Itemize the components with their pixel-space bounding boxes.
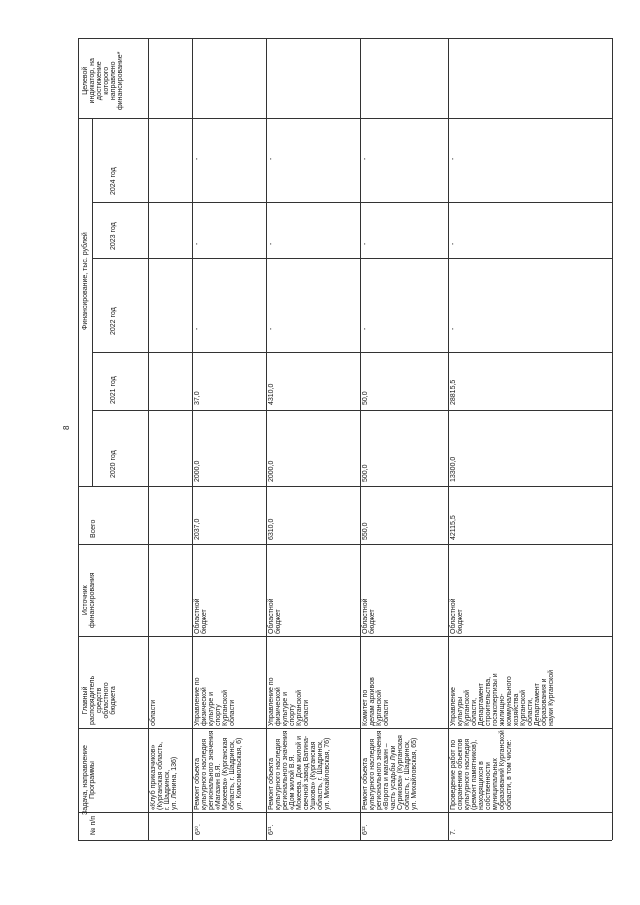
row-year-value	[268, 243, 275, 245]
column-border	[78, 486, 612, 487]
row-manager-line: Управление	[450, 687, 457, 726]
row-task-line: область, г. Шадринск,	[317, 740, 324, 810]
row-number-line: 7.	[450, 829, 457, 835]
row-year-value-line: 13300,0	[450, 456, 457, 482]
row-source-line: Областной	[362, 598, 369, 634]
row-total	[450, 515, 457, 540]
header-indicator-line: финансирование*	[117, 51, 124, 110]
row-source-line: Областной	[268, 598, 275, 634]
row-year-value-line: -	[268, 242, 275, 245]
header-year-2023 год-line: 2023 год	[110, 222, 117, 250]
header-year-2020 год-line: 2020 год	[110, 450, 117, 478]
row-source-line: Областной	[194, 598, 201, 634]
row-task-line: Мокеева. Дом жилой и	[296, 735, 303, 810]
row-total	[362, 522, 369, 540]
row-number-line: 6¹⁰.	[195, 824, 202, 835]
row-total-line: 42115,5	[450, 515, 457, 540]
row-year-value	[194, 158, 201, 160]
row-year-value	[362, 243, 369, 245]
row-year-value-line: -	[268, 327, 275, 330]
header-source-line: финансирования	[89, 572, 96, 628]
row-total-line: 550,0	[362, 522, 369, 540]
row-task-line: регионального значения	[282, 730, 289, 810]
row-task	[194, 730, 243, 810]
header-task-line: Задача, направление	[82, 745, 89, 815]
column-border	[78, 544, 612, 545]
row-manager-line: Курганской	[222, 690, 229, 726]
column-border	[78, 38, 612, 39]
column-border	[78, 728, 612, 729]
row-task-line: г. Шадринск,	[164, 769, 171, 810]
row-task	[268, 730, 331, 810]
row-year-value	[362, 158, 369, 160]
financing-header-border	[92, 118, 93, 486]
header-year-2024 год-line: 2024 год	[110, 167, 117, 195]
row-task-line: ул. Михайловская, 65)	[411, 737, 418, 810]
row-year-value	[450, 158, 457, 160]
row-year-value-line: 2000,0	[194, 460, 201, 482]
row-manager-line: Департамент	[534, 683, 541, 726]
header-year-2022 год	[110, 307, 117, 335]
row-source-line: бюджет	[369, 609, 376, 634]
column-border	[78, 636, 612, 637]
row-manager-line: строительства,	[485, 676, 492, 726]
row-year-value	[362, 328, 369, 330]
header-total	[90, 520, 97, 538]
row-manager-line: культуре и	[282, 691, 289, 726]
row-number	[194, 824, 202, 835]
column-border	[78, 118, 612, 119]
row-year-value-line: -	[362, 157, 369, 160]
row-manager-line: хозяйства	[513, 693, 520, 726]
row-year-value-line: 50,0	[362, 391, 369, 405]
row-year-value	[362, 391, 369, 405]
row-manager-line: науки Курганской	[548, 669, 555, 726]
row-manager-line: Курганской	[376, 690, 383, 726]
row-task-line: свечной завод Ватина-	[303, 735, 310, 810]
row-manager-line: Курганской	[464, 690, 471, 726]
header-year-2022 год-line: 2022 год	[110, 307, 117, 335]
row-task-line: область, г. Шадринск,	[229, 740, 236, 810]
row-task-line: ул. Комсомольская, 6)	[236, 737, 243, 810]
header-task	[82, 745, 96, 815]
row-manager	[268, 677, 310, 726]
column-border	[78, 812, 612, 813]
header-manager-line: Главный	[82, 686, 89, 715]
row-manager-line: Управление по	[194, 677, 201, 726]
row-task-line: регионального значения	[208, 730, 215, 810]
row-task-line: муниципальных	[492, 758, 499, 810]
header-year-2024 год	[110, 167, 117, 195]
row-year-value-line: -	[450, 242, 457, 245]
row-number-line: 6¹².	[362, 824, 369, 835]
row-task-line: культурного наследия	[201, 738, 208, 810]
row-year-value	[268, 384, 275, 405]
header-number	[90, 816, 97, 835]
row-manager-line: Департамент	[478, 683, 485, 726]
header-manager-line: средств	[96, 687, 103, 714]
row-manager	[150, 700, 157, 726]
header-indicator-line: направлено	[110, 61, 117, 101]
row-source-line: бюджет	[275, 609, 282, 634]
row-task-line: «Дом жилой В.Я.	[289, 754, 296, 810]
row-year-value-line: -	[268, 157, 275, 160]
header-task-line: Программы	[89, 761, 96, 799]
header-number-line: № п/п	[90, 816, 97, 835]
row-source-line: бюджет	[201, 609, 208, 634]
row-manager-line: культуры	[457, 696, 464, 726]
row-manager-line: Управление по	[268, 677, 275, 726]
header-manager-line: распорядитель	[89, 675, 96, 725]
row-year-value	[194, 391, 201, 405]
row-manager-line: области	[303, 699, 310, 726]
column-border	[78, 840, 612, 841]
row-year-value	[268, 328, 275, 330]
row-task-line: (Курганская область,	[157, 741, 164, 810]
row-border	[78, 38, 79, 840]
column-border	[92, 258, 612, 259]
row-task-line: культурного наследия	[369, 738, 376, 810]
row-task	[362, 730, 418, 810]
row-task-line: Сурикова» (Курганская	[397, 735, 404, 810]
row-border	[448, 38, 449, 840]
row-manager-line: Курганской	[296, 690, 303, 726]
row-manager-line: Курганской	[520, 690, 527, 726]
row-manager-line: коммунального	[506, 676, 513, 726]
row-year-value-line: -	[194, 157, 201, 160]
row-task-line: область, г. Шадринск,	[404, 740, 411, 810]
row-number	[268, 825, 275, 836]
header-indicator-line: которого	[103, 66, 110, 95]
header-indicator-line: достижение	[96, 61, 103, 101]
row-source	[194, 599, 208, 635]
header-source-line: Источник	[82, 585, 89, 616]
row-manager-line: образования и	[541, 678, 548, 726]
row-manager-line: физической	[201, 687, 208, 726]
header-year-2023 год	[110, 222, 117, 250]
row-task-line: образований Курганской	[499, 730, 506, 810]
row-year-value-line: 37,0	[194, 391, 201, 405]
row-task-line: Ремонт объекта	[362, 757, 369, 810]
row-task-line: Ушкова» (Курганская	[310, 741, 317, 810]
column-border	[92, 352, 612, 353]
row-task-line: (ремонт памятников),	[471, 739, 478, 810]
row-year-value-line: -	[450, 157, 457, 160]
row-task-line: «Ворота и магазин –	[383, 743, 390, 810]
row-year-value-line: 2000,0	[268, 460, 275, 482]
row-task-line: сохранению объектов	[457, 738, 464, 810]
row-task-line: Проведение работ по	[450, 739, 457, 810]
row-year-value	[450, 328, 457, 330]
row-manager-line: культуре и	[208, 691, 215, 726]
row-year-value-line: -	[450, 327, 457, 330]
row-year-value-line: -	[194, 242, 201, 245]
row-manager-line: физической	[275, 687, 282, 726]
row-task-line: собственности	[485, 762, 492, 810]
row-task-line: «Клуб приказчиков»	[150, 744, 157, 810]
header-manager-line: бюджета	[110, 686, 117, 715]
row-source-line: Областной	[450, 598, 457, 634]
row-year-value-line: -	[362, 327, 369, 330]
row-number	[362, 825, 369, 836]
row-source	[268, 599, 282, 635]
row-task-line: ул. Ленина, 136)	[171, 756, 178, 810]
header-indicator-line: индикатор, на	[89, 58, 96, 104]
page-number: 8	[62, 425, 71, 430]
row-task-line: Мокеева» (Курганская	[222, 737, 229, 810]
row-manager-line: Комитет по	[362, 689, 369, 726]
row-manager-line: области,	[471, 697, 478, 726]
row-task-line: Ремонт объекта	[194, 757, 201, 810]
row-task-line: находящихся в	[478, 761, 485, 810]
row-border	[360, 38, 361, 840]
row-task-line: Ремонт объекта	[268, 757, 275, 810]
row-year-value	[362, 464, 369, 482]
row-total	[194, 519, 201, 540]
header-year-2021 год	[110, 376, 117, 404]
row-year-value	[194, 243, 201, 245]
column-border	[92, 202, 612, 203]
row-task-line: регионального значения	[376, 730, 383, 810]
row-manager-line: области	[150, 699, 157, 726]
header-year-2021 год-line: 2021 год	[110, 376, 117, 404]
row-border	[266, 38, 267, 840]
header-financing-line: Финансирование, тыс. рублей	[82, 232, 89, 330]
row-manager-line: области	[383, 699, 390, 726]
row-source	[450, 599, 464, 635]
row-year-value	[268, 461, 275, 482]
row-year-value-line: 4310,0	[268, 383, 275, 405]
row-manager	[362, 677, 390, 726]
header-indicator	[82, 52, 124, 110]
row-total-line: 2037,0	[194, 518, 201, 540]
row-border	[612, 38, 613, 840]
row-manager-line: госэкспертизы и	[492, 673, 499, 726]
column-border	[92, 410, 612, 411]
header-source	[82, 572, 96, 628]
header-total-line: Всего	[90, 519, 97, 538]
row-number-line: 6¹¹.	[268, 824, 275, 835]
row-task	[150, 742, 178, 810]
row-border	[192, 38, 193, 840]
row-year-value-line: 28815,5	[450, 379, 457, 405]
row-number	[450, 829, 457, 835]
row-task-line: ул. Михайловская, 76)	[324, 737, 331, 810]
row-year-value-line: -	[362, 242, 369, 245]
row-manager-line: делам архивов	[369, 677, 376, 726]
row-total-line: 6310,0	[268, 518, 275, 540]
row-year-value	[194, 328, 201, 330]
row-manager-line: области,	[527, 697, 534, 726]
row-year-value-line: -	[194, 327, 201, 330]
row-year-value	[194, 461, 201, 482]
row-manager-line: области	[229, 699, 236, 726]
row-border	[148, 38, 149, 840]
row-year-value	[450, 380, 457, 405]
row-year-value-line: 500,0	[362, 464, 369, 482]
header-indicator-line: Целевой	[82, 66, 89, 95]
row-manager-line: спорту	[215, 704, 222, 726]
row-source	[362, 599, 376, 635]
row-source-line: бюджет	[457, 609, 464, 634]
row-year-value	[450, 243, 457, 245]
row-task-line: часть усадьбы Луки	[390, 745, 397, 810]
row-task-line: «Магазин В.Я.	[215, 763, 222, 810]
row-year-value	[450, 457, 457, 482]
row-task-line: культурного наследия	[275, 738, 282, 810]
row-manager	[194, 677, 236, 726]
row-manager-line: жилищно-	[499, 693, 506, 726]
row-manager-line: спорту	[289, 704, 296, 726]
header-financing	[82, 232, 89, 330]
row-task-line: культурного наследия	[464, 738, 471, 810]
header-year-2020 год	[110, 450, 117, 478]
row-year-value	[268, 158, 275, 160]
row-manager	[450, 670, 555, 726]
header-manager-line: областного	[103, 682, 110, 719]
header-manager	[82, 676, 117, 725]
row-task	[450, 730, 513, 810]
row-total	[268, 519, 275, 540]
row-task-line: области, в том числе:	[506, 739, 513, 810]
